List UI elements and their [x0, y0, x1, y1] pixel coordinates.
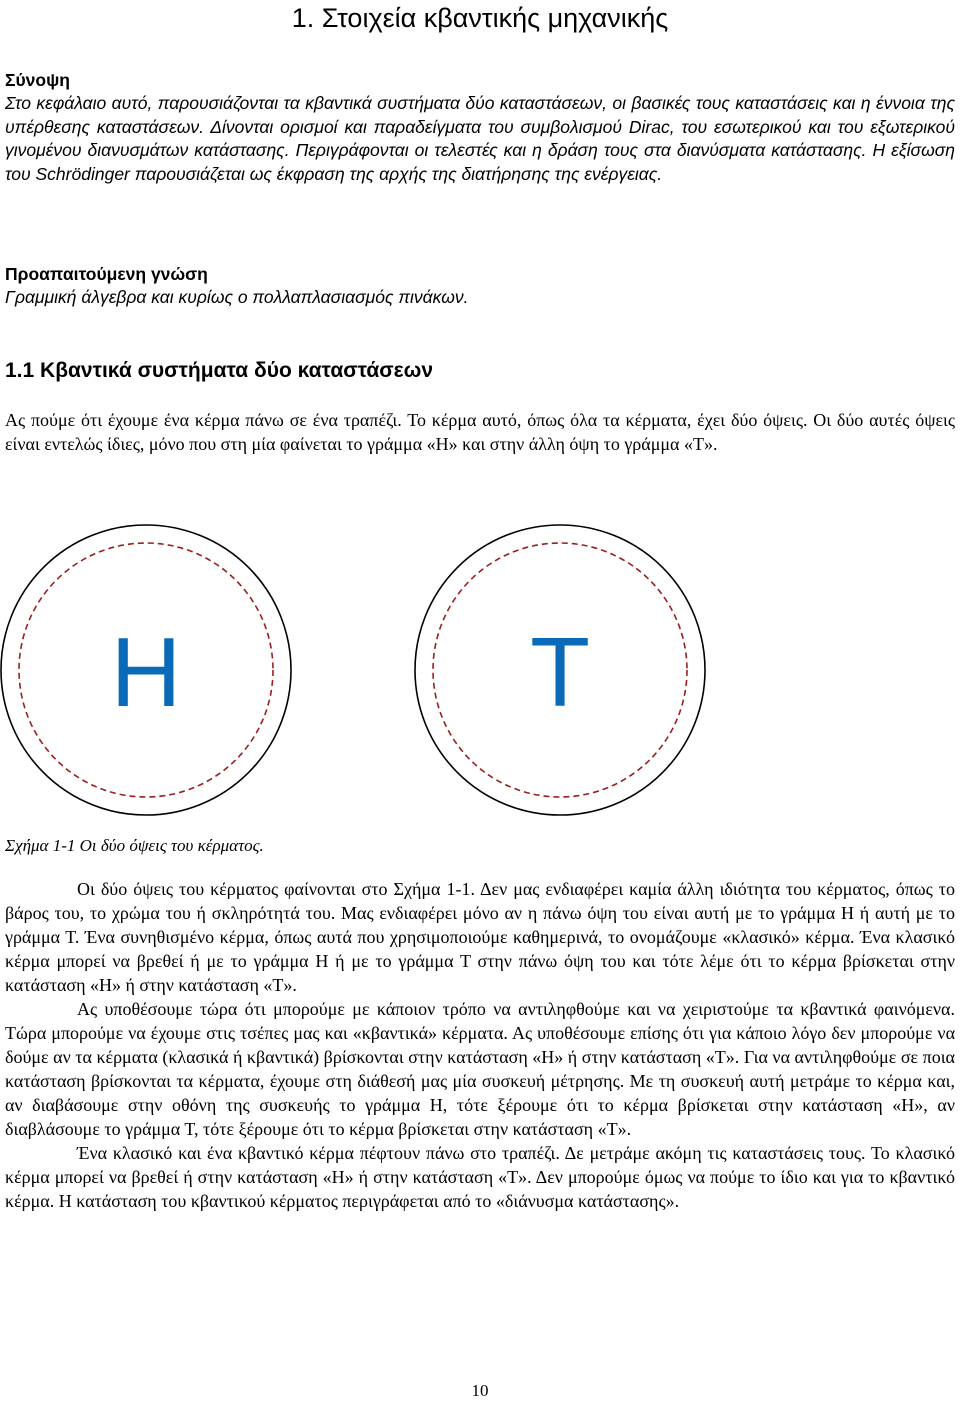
section-title: 1.1 Κβαντικά συστήματα δύο καταστάσεων [5, 359, 434, 382]
coin-figure-svg [0, 510, 960, 828]
figure-caption: Σχήμα 1-1 Οι δύο όψεις του κέρματος. [5, 836, 264, 855]
section-intro-block [5, 408, 955, 456]
section-heading-block [5, 358, 955, 384]
summary-heading: Σύνοψη [5, 70, 70, 90]
page-number: 10 [471, 1381, 489, 1400]
prerequisites-text: Γραμμική άλγεβρα και κυρίως ο πολλαπλασιασμός πινάκων. [5, 287, 469, 307]
coin-faces-figure [0, 510, 960, 828]
coin-t-face [415, 525, 705, 815]
body-paragraph: Ας υποθέσουμε τώρα ότι μπορούμε με κάποιον τρόπο να αντιληφθούμε και να χειριστούμε τα κβαντικά φαινόμενα. Τώρα μπορούμε να έχουμε στις τσέπες μας και «κβαντικά» κέρματα. Ας υποθέσουμε επίσης ότι για κάποιο λόγο δεν μπορούμε να δούμε αν τα κέρματα (κλασικά ή κβαντικά) βρίσκονται στην κατάσταση «Η» ή στην κατάσταση «Τ». Για να αντιληφθούμε σε ποια κατάσταση βρίσκονται τα κέρματα, έχουμε στη διάθεσή μας μία συσκευή μέτρησης. Με τη συσκευή αυτή μετράμε το κέρμα και, αν διαβάσουμε στην οθόνη της συσκευής το γράμμα Η, τότε ξέρουμε ότι το κέρμα βρίσκεται στην κατάσταση «Η», αν διαβλάσουμε το γράμμα Τ, τότε ξέρουμε ότι το κέρμα βρίσκεται στην κατάσταση «Τ». [5, 999, 955, 1139]
body-paragraph: Οι δύο όψεις του κέρματος φαίνονται στο Σχήμα 1-1. Δεν μας ενδιαφέρει καμία άλλη ιδιότητα του κέρματος, όπως το βάρος του, το χρώμα του ή σκληρότητά του. Μας ενδιαφέρει μόνο αν η πάνω όψη του είναι αυτή με το γράμμα Η ή αυτή με το γράμμα Τ. Ένα συνηθισμένο κέρμα, όπως αυτά που χρησιμοποιούμε καθημερινά, το ονομάζουμε «κλασικό» κέρμα. Ένα κλασικό κέρμα μπορεί να βρεθεί ή με το γράμμα Η ή με το γράμμα Τ στην πάνω όψη του και τότε λέμε ότι το κέρμα βρίσκεται στην κατάσταση «Η» ή στην κατάσταση «Τ». [5, 879, 955, 995]
section-intro-paragraph: Ας πούμε ότι έχουμε ένα κέρμα πάνω σε ένα τραπέζι. Το κέρμα αυτό, όπως όλα τα κέρματα, έχει δύο όψεις. Οι δύο αυτές όψεις είναι εντελώς ίδιες, μόνο που στη μία φαίνεται το γράμμα «Η» και στην άλλη όψη το γράμμα «Τ». [5, 410, 955, 454]
summary-text: Στο κεφάλαιο αυτό, παρουσιάζονται τα κβαντικά συστήματα δύο καταστάσεων, οι βασικές τους καταστάσεις και η έννοια της υπέρθεσης καταστάσεων. Δίνονται ορισμοί και παραδείγματα του συμβολισμού Dirac, του εσωτερικού και του εξωτερικού γινομένου διανυσμάτων κατάστασης. Περιγράφονται οι τελεστές και η δράση τους στα διανύσματα κατάστασης. Η εξίσωση του Schrödinger παρουσιάζεται ως έκφραση της αρχής της διατήρησης της ενέργειας. [5, 93, 955, 184]
coin-h-face [1, 525, 291, 815]
body-paragraphs [5, 877, 955, 1213]
coin-h-letter: H [110, 617, 182, 727]
chapter-title: 1. Στοιχεία κβαντικής μηχανικής [291, 3, 669, 33]
coin-t-letter: T [530, 617, 590, 727]
prerequisites-heading: Προαπαιτούμενη γνώση [5, 264, 208, 284]
prerequisites-section [5, 262, 955, 310]
body-paragraph: Ένα κλασικό και ένα κβαντικό κέρμα πέφτουν πάνω στο τραπέζι. Δε μετράμε ακόμη τις καταστάσεις τους. Το κλασικό κέρμα μπορεί να βρεθεί ή στην κατάσταση «Η» ή στην κατάσταση «Τ». Δεν μπορούμε όμως να πούμε το ίδιο και για το κβαντικό κέρμα. Η κατάσταση του κβαντικού κέρματος περιγράφεται από το «διάνυσμα κατάστασης». [5, 1143, 955, 1211]
summary-section [5, 68, 955, 186]
